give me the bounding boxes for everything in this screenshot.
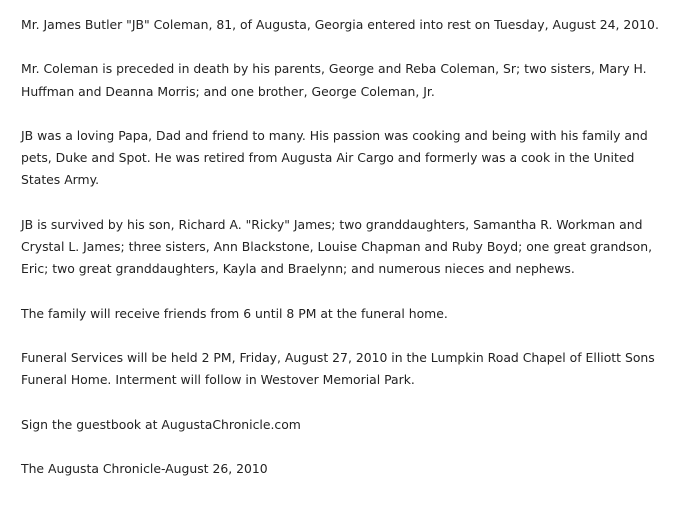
paragraph-preceded-in-death: Mr. Coleman is preceded in death by his parents, George and Reba Coleman, Sr; two sisters, Mary H. Huffman and Deanna Morris; and one brother, George Coleman, Jr.	[21, 61, 647, 99]
paragraph-source-credit: The Augusta Chronicle-August 26, 2010	[21, 460, 268, 476]
paragraph-funeral-services: Funeral Services will be held 2 PM, Friday, August 27, 2010 in the Lumpkin Road Chapel of Elliott Sons Funeral Home. Interment will follow in Westover Memorial Park.	[21, 349, 655, 388]
paragraph-guestbook: Sign the guestbook at AugustaChronicle.com	[21, 416, 301, 432]
obituary-text	[21, 14, 661, 480]
paragraph-announcement: Mr. James Butler "JB" Coleman, 81, of Augusta, Georgia entered into rest on Tuesday, August 24, 2010.	[21, 17, 659, 32]
paragraph-survivors: JB is survived by his son, Richard A. "Ricky" James; two granddaughters, Samantha R. Workman and Crystal L. James; three sisters, Ann Blackstone, Louise Chapman and Ruby Boyd; one great grandson, Eric; two great granddaughters, Kayla and Braelynn; and numerous nieces and nephews.	[21, 216, 653, 277]
paragraph-visitation: The family will receive friends from 6 until 8 PM at the funeral home.	[21, 305, 448, 321]
paragraph-biography: JB was a loving Papa, Dad and friend to many. His passion was cooking and being with his family and pets, Duke and Spot. He was retired from Augusta Air Cargo and formerly was a cook in the United States Army.	[21, 127, 648, 188]
